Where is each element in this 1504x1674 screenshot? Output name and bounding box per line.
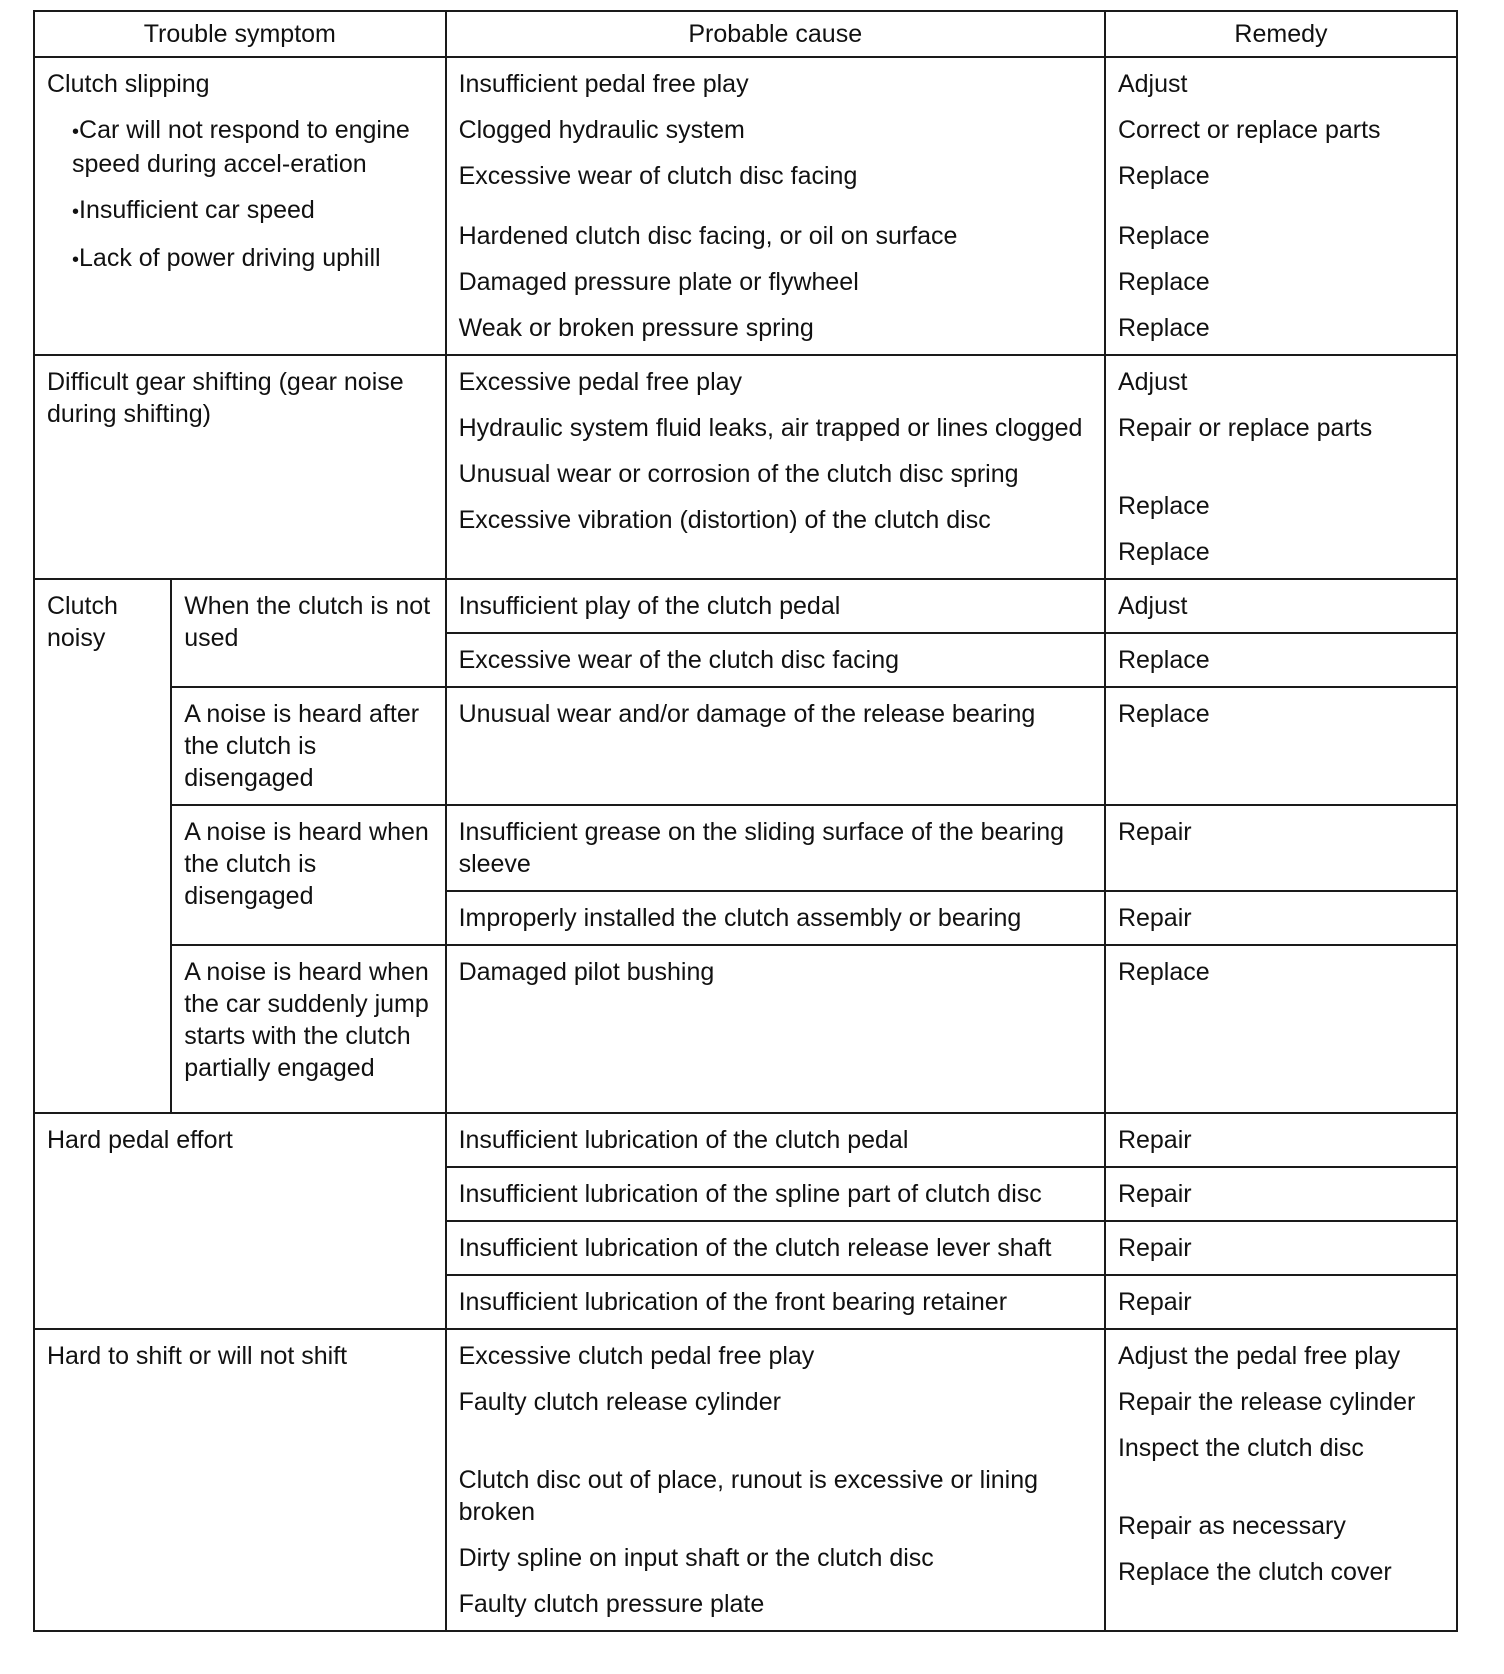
- remedy-cell: Repair: [1105, 891, 1457, 945]
- cause-cell: Insufficient lubrication of the spline part of clutch disc: [446, 1167, 1105, 1221]
- remedy-cell: [1105, 57, 1457, 355]
- remedy-cell: Repair: [1105, 1221, 1457, 1275]
- remedy-text: Replace: [1117, 492, 1210, 520]
- cause-text: Damaged pressure plate or flywheel: [458, 268, 859, 296]
- remedy-text: Adjust: [1117, 70, 1188, 98]
- remedy-cell: Repair: [1105, 805, 1457, 891]
- remedy-text: Adjust the pedal free play: [1117, 1342, 1401, 1370]
- remedy-cell: Repair: [1105, 1275, 1457, 1329]
- remedy-cell: [1105, 1329, 1457, 1631]
- remedy-cell: Replace: [1105, 633, 1457, 687]
- cause-cell: [446, 355, 1105, 579]
- cause-text: Hardened clutch disc facing, or oil on surface: [458, 222, 958, 250]
- cause-cell: Insufficient play of the clutch pedal: [446, 579, 1105, 633]
- cause-cell: Insufficient lubrication of the clutch release lever shaft: [446, 1221, 1105, 1275]
- cause-text: Dirty spline on input shaft or the clutch disc: [458, 1544, 934, 1572]
- remedy-cell: Replace: [1105, 945, 1457, 1113]
- remedy-text: Correct or replace parts: [1117, 116, 1381, 144]
- cause-text: Excessive clutch pedal free play: [458, 1342, 815, 1370]
- symptom-cell: Hard pedal effort: [34, 1113, 446, 1329]
- remedy-cell: Adjust: [1105, 579, 1457, 633]
- remedy-text: Adjust: [1117, 368, 1188, 396]
- condition-cell: A noise is heard when the car suddenly jump starts with the clutch partially engaged: [171, 945, 445, 1113]
- symptom-cell: [34, 579, 171, 1113]
- bullet-text: Car will not respond to engine speed during accel-eration: [72, 116, 410, 178]
- cause-text: Clutch disc out of place, runout is excessive or lining broken: [458, 1466, 1039, 1526]
- bullet-icon: •: [72, 201, 80, 223]
- symptom-title: Clutch noisy: [47, 592, 118, 652]
- condition-cell: A noise is heard when the clutch is disengaged: [171, 805, 445, 945]
- table-row: [34, 945, 1457, 1113]
- table-row: [34, 57, 1457, 355]
- remedy-text: Repair or replace parts: [1117, 414, 1373, 442]
- bullet-text: Lack of power driving uphill: [79, 244, 381, 272]
- cause-cell: [446, 57, 1105, 355]
- cause-cell: Unusual wear and/or damage of the release bearing: [446, 687, 1105, 805]
- remedy-text: Repair as necessary: [1117, 1512, 1346, 1540]
- remedy-cell: [1105, 355, 1457, 579]
- symptom-cell: [34, 57, 446, 355]
- cause-text: Excessive vibration (distortion) of the clutch disc: [458, 506, 991, 534]
- table-row: [34, 579, 1457, 633]
- symptom-title: Clutch slipping: [47, 70, 210, 98]
- cause-text: Faulty clutch release cylinder: [458, 1388, 781, 1416]
- table-row: [34, 1329, 1457, 1631]
- remedy-cell: Repair: [1105, 1113, 1457, 1167]
- cause-cell: [446, 1329, 1105, 1631]
- clutch-troubleshooting-table: [33, 10, 1458, 1632]
- condition-cell: A noise is heard after the clutch is disengaged: [171, 687, 445, 805]
- troubleshooting-sheet: [33, 10, 1458, 1632]
- cause-text: Unusual wear or corrosion of the clutch disc spring: [458, 460, 1019, 488]
- remedy-text: Replace: [1117, 222, 1210, 250]
- cause-cell: Insufficient grease on the sliding surface of the bearing sleeve: [446, 805, 1105, 891]
- list-item: [47, 114, 433, 180]
- cause-cell: Insufficient lubrication of the clutch pedal: [446, 1113, 1105, 1167]
- header-trouble-symptom: Trouble symptom: [34, 11, 446, 57]
- symptom-title: Difficult gear shifting (gear noise during shifting): [47, 368, 404, 428]
- cause-text: Insufficient pedal free play: [458, 70, 749, 98]
- cause-cell: Damaged pilot bushing: [446, 945, 1105, 1113]
- table-row: [34, 687, 1457, 805]
- header-probable-cause: Probable cause: [446, 11, 1105, 57]
- remedy-text: Replace: [1117, 314, 1210, 342]
- header-row: [34, 11, 1457, 57]
- cause-cell: Insufficient lubrication of the front bearing retainer: [446, 1275, 1105, 1329]
- remedy-cell: Repair: [1105, 1167, 1457, 1221]
- remedy-cell: Replace: [1105, 687, 1457, 805]
- cause-text: Excessive pedal free play: [458, 368, 743, 396]
- remedy-text: Replace the clutch cover: [1117, 1558, 1392, 1586]
- remedy-text: Inspect the clutch disc: [1117, 1434, 1364, 1462]
- remedy-text: Repair the release cylinder: [1117, 1388, 1416, 1416]
- cause-text: Clogged hydraulic system: [458, 116, 745, 144]
- table-row: [34, 1113, 1457, 1167]
- bullet-text: Insufficient car speed: [79, 196, 315, 224]
- cause-cell: Excessive wear of the clutch disc facing: [446, 633, 1105, 687]
- remedy-text: Replace: [1117, 538, 1210, 566]
- remedy-text: Replace: [1117, 162, 1210, 190]
- cause-cell: Improperly installed the clutch assembly or bearing: [446, 891, 1105, 945]
- condition-cell: When the clutch is not used: [171, 579, 445, 687]
- list-item: [47, 194, 433, 228]
- cause-text: Excessive wear of clutch disc facing: [458, 162, 858, 190]
- table-row: [34, 355, 1457, 579]
- table-row: [34, 805, 1457, 891]
- bullet-icon: •: [72, 249, 80, 271]
- remedy-text: Replace: [1117, 268, 1210, 296]
- cause-text: Faulty clutch pressure plate: [458, 1590, 765, 1618]
- header-remedy: Remedy: [1105, 11, 1457, 57]
- bullet-icon: •: [72, 121, 80, 143]
- list-item: [47, 242, 433, 276]
- cause-text: Hydraulic system fluid leaks, air trapped or lines clogged: [458, 414, 1083, 442]
- symptom-title: Hard to shift or will not shift: [47, 1342, 348, 1370]
- symptom-cell: [34, 355, 446, 579]
- symptom-cell: [34, 1329, 446, 1631]
- cause-text: Weak or broken pressure spring: [458, 314, 814, 342]
